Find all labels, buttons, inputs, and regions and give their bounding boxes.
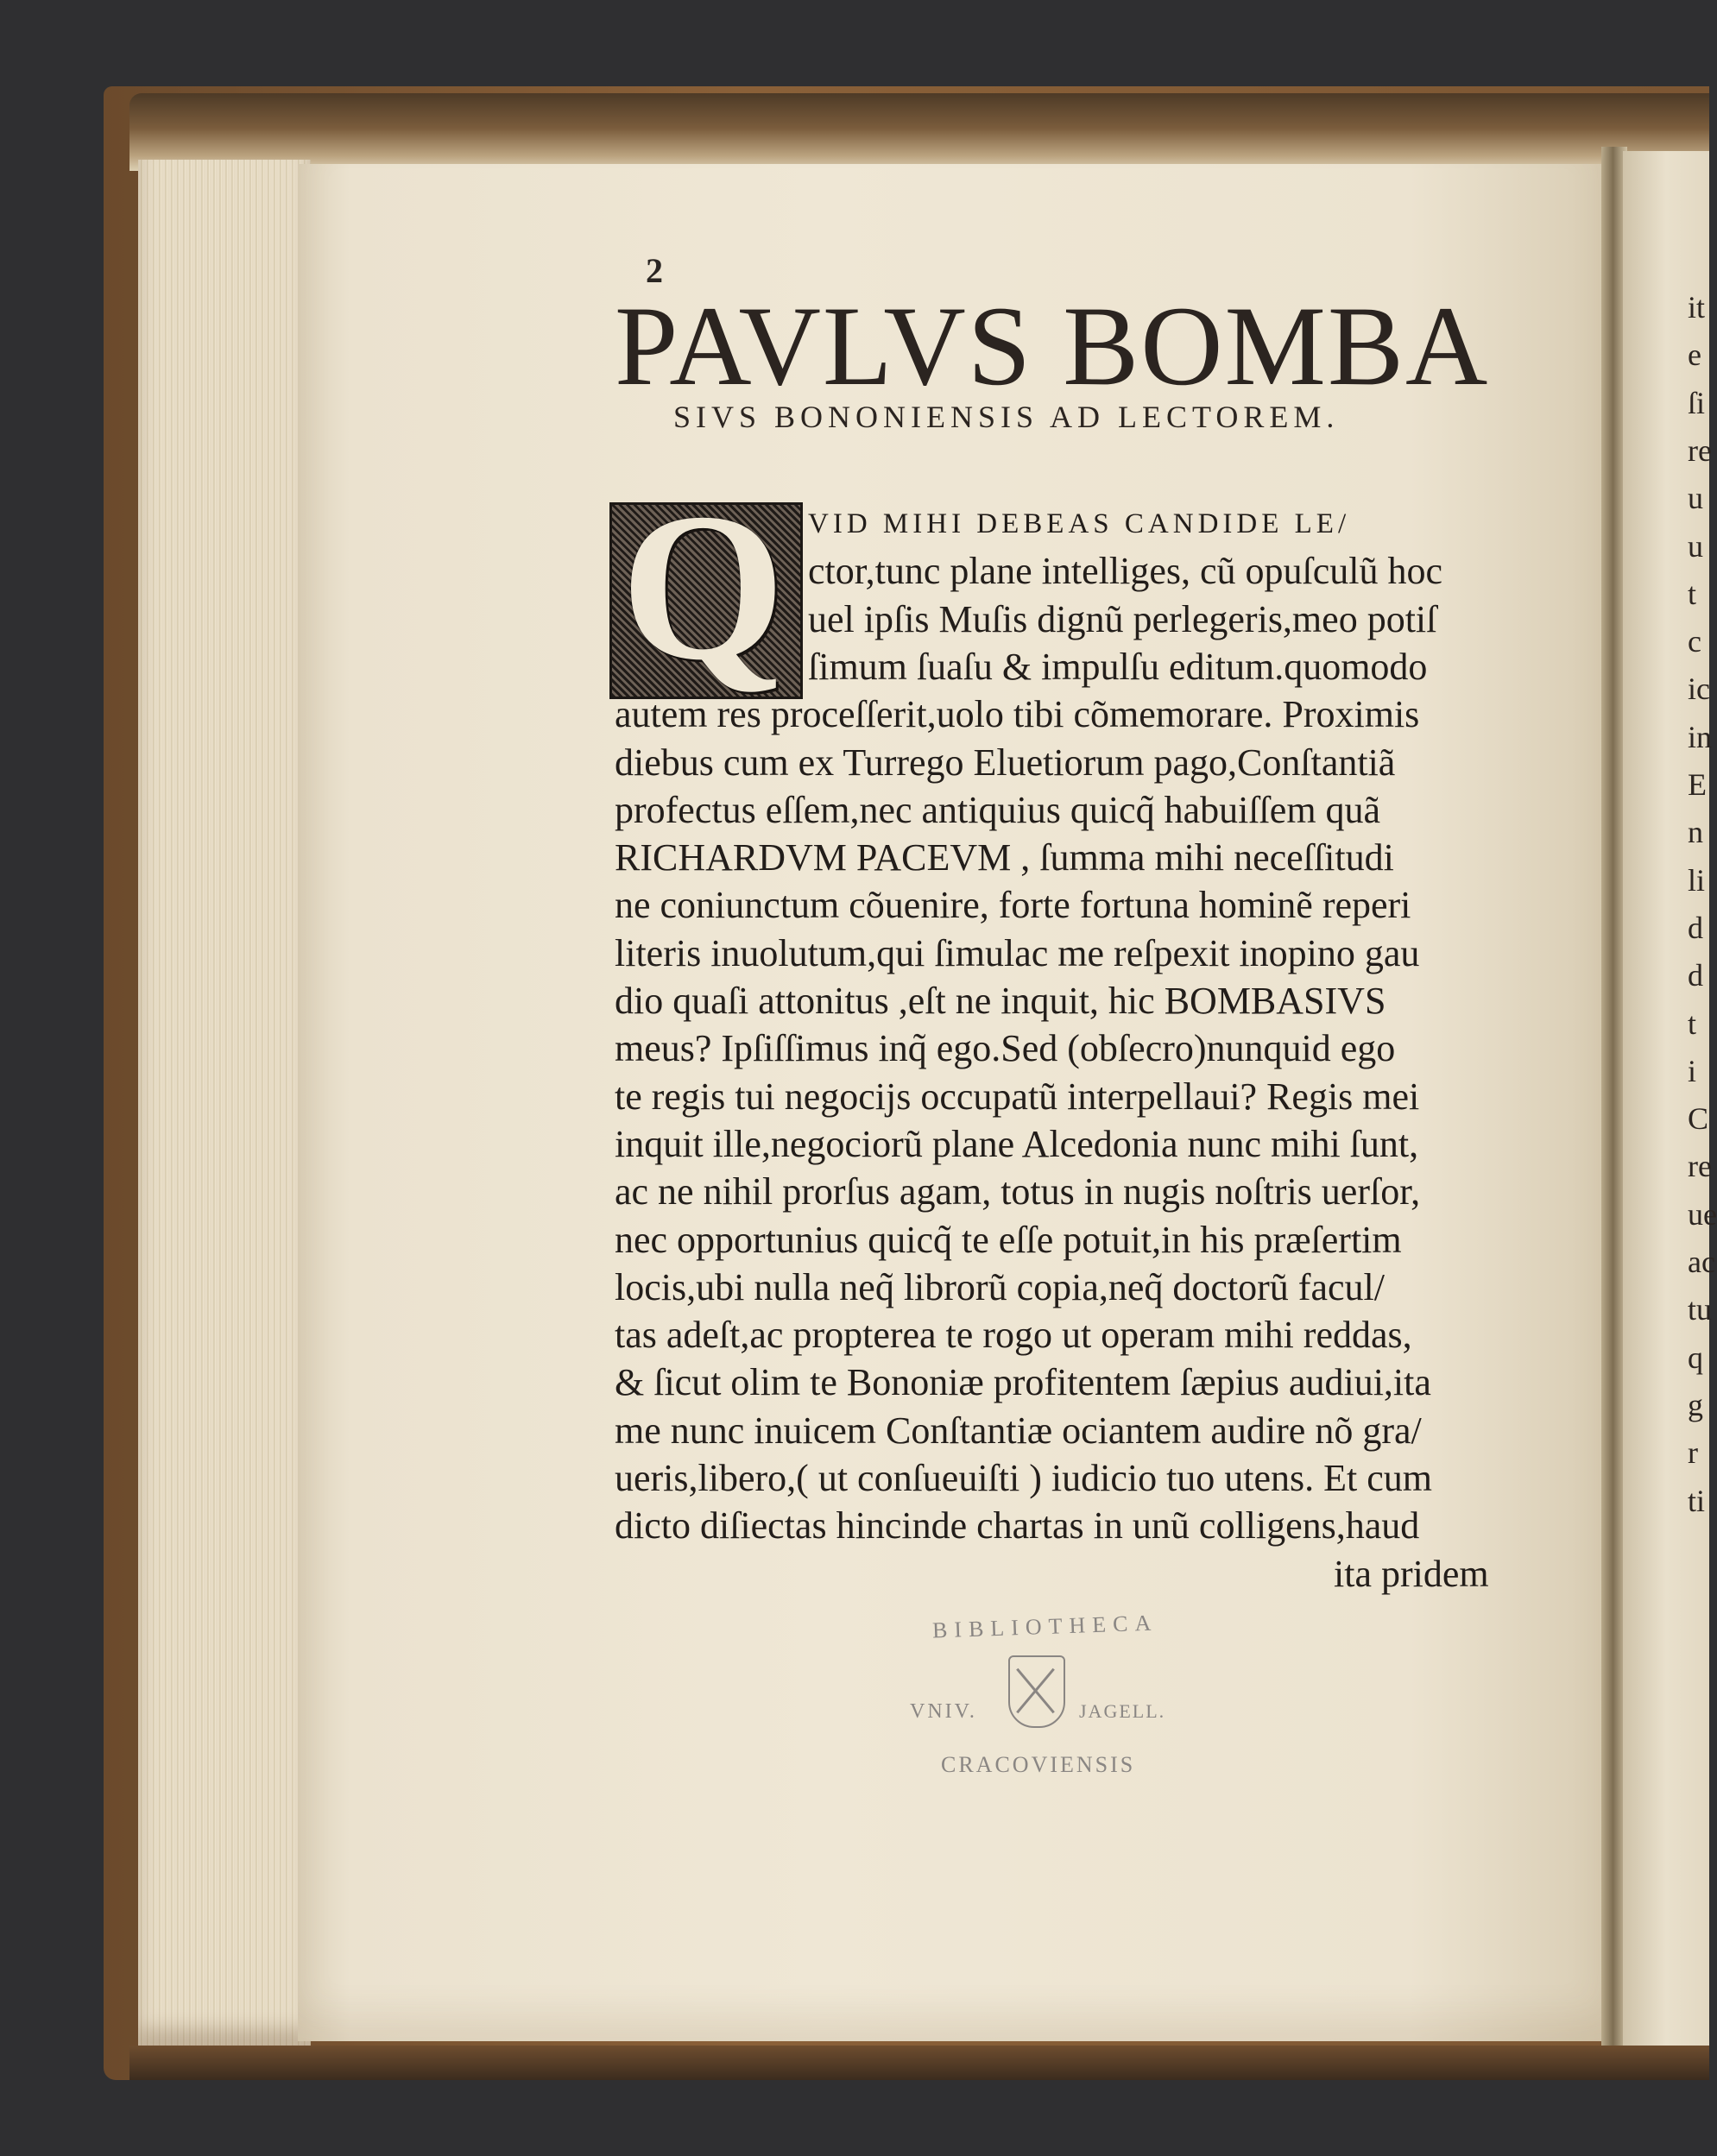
facing-page-fragment: t [1688, 576, 1697, 611]
facing-page-fragment: E [1688, 767, 1707, 802]
facing-page-fragment: li [1688, 862, 1706, 898]
facing-page-fragment: t [1688, 1006, 1697, 1041]
facing-page-fragment: g [1688, 1387, 1703, 1422]
text-line: ita pridem [1334, 1552, 1489, 1595]
facing-page-fragment: tu [1688, 1292, 1713, 1327]
facing-page-fragment: ſi [1688, 385, 1706, 420]
text-line: tas adeſt,ac propterea te rogo ut operam mihi reddas, [615, 1314, 1412, 1357]
facing-page-fragment: i [1688, 1053, 1697, 1088]
decorated-initial [609, 470, 803, 703]
text-line: VID MIHI DEBEAS CANDIDE LE/ [808, 508, 1351, 539]
facing-page-fragment: ac [1688, 1245, 1715, 1279]
text-line: ueris,libero,( ut conſueuiſti ) iudicio tuo utens. Et cum [615, 1457, 1433, 1499]
page-subtitle: SIVS BONONIENSIS AD LECTOREM. [673, 400, 1340, 434]
facing-page-fragment: ti [1688, 1483, 1706, 1518]
text-line: ſimum ſuaſu & impulſu editum.quomodo [808, 645, 1428, 688]
text-line: te regis tui negocijs occupatũ interpellaui? Regis mei [615, 1075, 1420, 1118]
facing-page-fragment: re [1688, 432, 1712, 468]
facing-page-fragment: c [1688, 624, 1701, 659]
facing-page-fragment: r [1688, 1435, 1698, 1471]
text-line: inquit ille,negociorũ plane Alcedonia nunc mihi ſunt, [615, 1122, 1419, 1165]
crest-icon [1008, 1655, 1065, 1728]
text-line: uel ipſis Muſis dignũ perlegeris,meo potiſ [808, 597, 1437, 640]
text-line: nec opportunius quicq̃ te eſſe potuit,in his præſertim [615, 1218, 1402, 1261]
text-line: locis,ubi nulla neq̃ librorũ copia,neq̃ doctorũ facul/ [615, 1265, 1385, 1308]
text-line: diebus cum ex Turrego Eluetiorum pago,Conſtantiã [615, 741, 1396, 784]
book-bottom-edge [129, 2046, 1709, 2080]
text-line: meus? Ipſiſſimus inq̃ ego.Sed (obſecro)nunquid ego [615, 1027, 1396, 1070]
facing-page-fragment: n [1688, 815, 1703, 850]
facing-page-fragment: in [1688, 719, 1713, 754]
facing-page-fragment: C [1688, 1101, 1709, 1137]
facing-page-fragment: re [1688, 1149, 1712, 1184]
text-line: ctor,tunc plane intelliges, cũ opuſculũ hoc [808, 550, 1443, 593]
text-line: profectus eſſem,nec antiquius quicq̃ habuiſſem quã [615, 788, 1381, 831]
stamp-arc-text: BIBLIOTHECA [931, 1610, 1158, 1643]
facing-page-fragment: ic [1688, 671, 1710, 707]
facing-page-fragment: d [1688, 910, 1703, 945]
text-line: dio quaſi attonitus ,eſt ne inquit, hic BOMBASIVS [615, 980, 1386, 1022]
facing-page-fragment: it [1688, 290, 1706, 325]
text-line: literis inuolutum,qui ſimulac me reſpexit inopino gau [615, 931, 1420, 974]
page-edges [138, 160, 311, 2046]
text-line: autem res proceſſerit,uolo tibi cõmemorare. Proximis [615, 693, 1420, 736]
facing-page-fragment: d [1688, 958, 1703, 993]
text-line: me nunc inuicem Conſtantiæ ociantem audire nõ gra/ [615, 1409, 1422, 1452]
text-line: dicto diſiectas hincinde chartas in unũ colligens,haud [615, 1504, 1420, 1548]
page-title: PAVLVS BOMBA [615, 282, 1490, 409]
facing-page-fragment: u [1688, 481, 1703, 516]
page-number: 2 [646, 251, 663, 290]
stamp-bottom-text: CRACOVIENSIS [941, 1752, 1136, 1777]
stamp-right-text: JAGELL. [1079, 1700, 1166, 1722]
library-stamp [906, 1610, 1166, 1787]
stamp-left-text: VNIV. [910, 1700, 977, 1723]
text-line: & ſicut olim te Bononiæ profitentem ſæpius audiui,ita [615, 1361, 1431, 1404]
facing-page-fragment: q [1688, 1340, 1703, 1375]
initial-letter: Q [621, 470, 786, 703]
text-line: RICHARDVM PACEVM , ſumma mihi neceſſitudi [615, 836, 1394, 879]
facing-page-fragment: e [1688, 337, 1701, 373]
book-top-edge [129, 93, 1709, 171]
text-line: ne coniunctum cõuenire, forte fortuna hominẽ reperi [615, 884, 1411, 927]
facing-page-fragment: u [1688, 528, 1703, 564]
facing-page-fragment: ue [1688, 1196, 1717, 1232]
text-line: ac ne nihil prorſus agam, totus in nugis noſtris uerſor, [615, 1170, 1421, 1214]
